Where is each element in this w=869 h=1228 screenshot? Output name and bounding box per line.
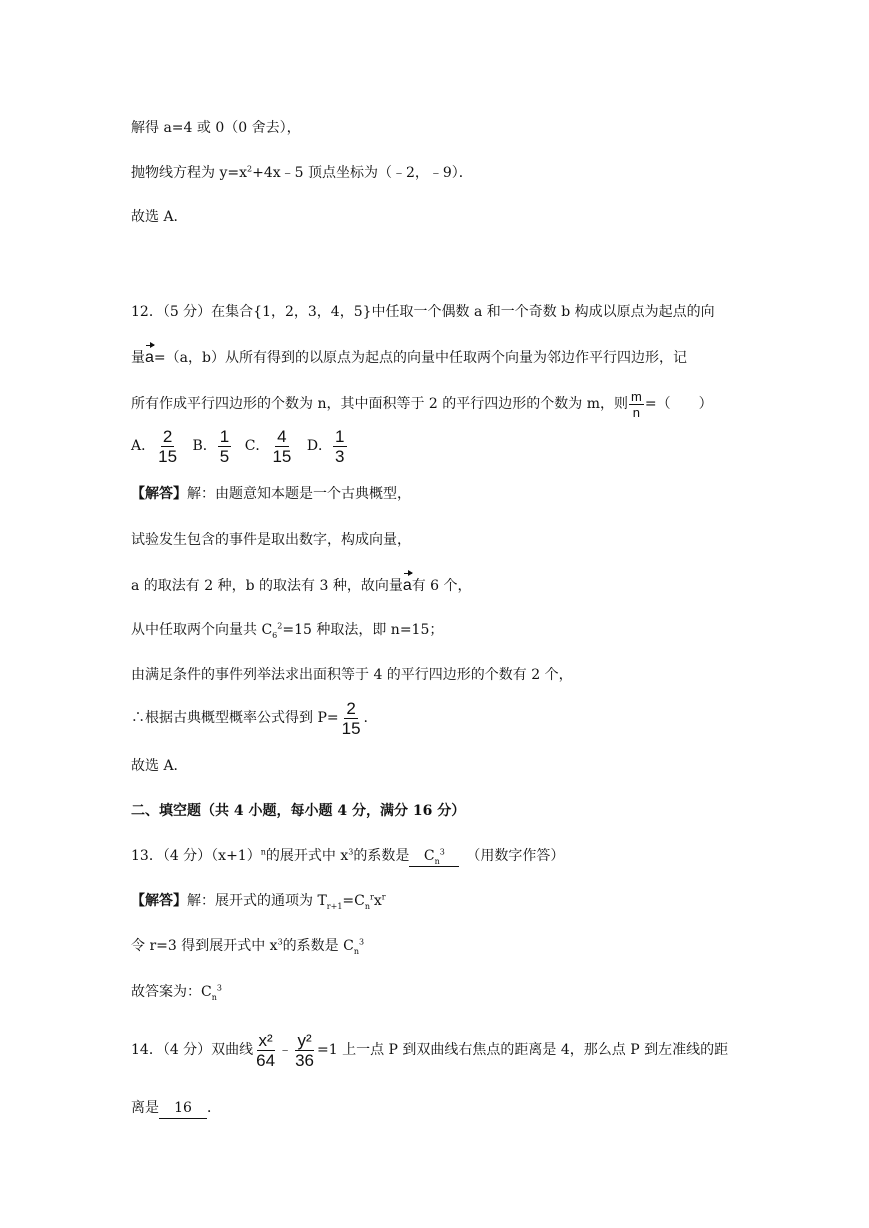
sol12-line-2: 试验发生包含的事件是取出数字，构成向量，	[131, 532, 411, 548]
sol12-line-1: 【解答】解：由题意知本题是一个古典概型，	[131, 486, 411, 502]
q14-stem-line-2: 离是 16 ．	[131, 1098, 221, 1119]
option-b: B． $\frac{1}{5}$	[192, 426, 230, 466]
answer-blank: 16	[159, 1098, 207, 1119]
q12-options	[131, 426, 356, 466]
sol13-line-2: 令 r=3 得到展开式中 $x^3$的系数是 $C_n^3$	[131, 937, 365, 956]
answer-blank: $C_n^3$	[409, 846, 459, 867]
sol12-line-6: ∴根据古典概型概率公式得到 P= $\frac{2}{15}$ .	[131, 698, 368, 738]
prev-solution-line-1: 解得 a=4 或 0（0 舍去），	[131, 120, 301, 136]
q12-stem-line-2: 量a=（a，b）从所有得到的以原点为起点的向量中任取两个向量为邻边作平行四边形，记	[131, 349, 687, 366]
fraction-m-over-n: $\frac{m}{n}$	[631, 388, 642, 420]
q12-stem-line-3: 所有作成平行四边形的个数为 n，其中面积等于 2 的平行四边形的个数为 m，则 $\frac{m}{n}$ =（ ）	[131, 388, 713, 420]
sol12-line-4: 从中任取两个向量共 $C_6^2=15$ 种取法，即 n=15；	[131, 621, 444, 640]
vector-a: a	[145, 349, 154, 366]
sol13-line-3: 故答案为：$C_n^3$	[131, 983, 222, 1002]
section-heading: 二、填空题（共 4 小题，每小题 4 分，满分 16 分）	[131, 803, 466, 819]
sol12-line-5: 由满足条件的事件列举法求出面积等于 4 的平行四边形的个数有 2 个，	[131, 667, 573, 683]
sol12-line-7: 故选 A．	[131, 758, 188, 774]
prev-solution-line-3: 故选 A．	[131, 209, 188, 225]
option-c: C． $\frac{4}{15}$	[244, 426, 292, 466]
q12-stem-line-1: 12．（5 分）在集合{1，2，3，4，5}中任取一个偶数 a 和一个奇数 b 构成以原点为起点的向	[131, 304, 715, 320]
prev-solution-line-2: 抛物线方程为 $y=x^2+4x﹣5$ 顶点坐标为（﹣2，﹣9）．	[131, 164, 473, 181]
option-a: A． $\frac{2}{15}$	[131, 426, 178, 466]
sol13-line-1: 【解答】解：展开式的通项为 $T_{r+1}=C_n^rx^r$	[131, 892, 386, 911]
vector-a: a	[402, 577, 412, 594]
option-d: D． $\frac{1}{3}$	[306, 426, 345, 466]
q13-stem: 13．（4 分）$(x+1)^n$的展开式中 $x^3$的系数是 $C_n^3$ （用数字作答）	[131, 847, 565, 866]
sol12-line-3: a 的取法有 2 种，b 的取法有 3 种，故向量a有 6 个，	[131, 577, 472, 594]
q14-stem-line-1: 14．（4 分）双曲线 $\frac{\text{x²}}{64}$ ﹣ $\frac{\text{y²}}{36}$ =1 上一点 P 到双曲线右焦点的距离是 4，那么点 P 到左准线的距	[131, 1030, 729, 1070]
